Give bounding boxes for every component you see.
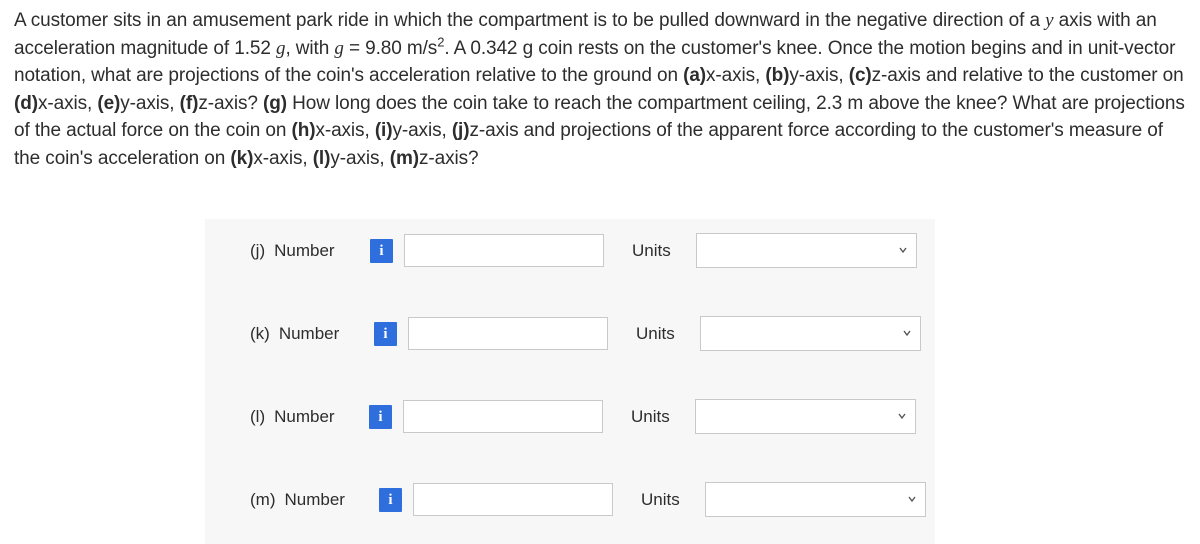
part-marker: (i) [374,120,393,141]
question-segment: x-axis, [253,147,313,169]
info-button[interactable] [379,488,402,512]
number-label: Number [278,324,340,343]
question-segment: How long does the coin take to reach the compartment ceiling, 2.3 m above the knee? What are projections of the actual force on the coin on [14,92,1185,141]
part-marker: (e) [97,92,121,114]
question-segment: y-axis, [392,120,452,141]
question-segment: y-axis, [120,92,180,114]
info-icon: i [388,491,393,508]
question-segment: y-axis, [330,147,390,169]
part-marker: (a) [683,65,707,86]
part-marker: (h) [291,120,316,141]
units-label: Units [632,241,671,260]
question-segment: x-axis, [706,65,766,86]
question-segment: A customer sits in an amusement park ride in which the compartment is to be pulled downward in the negative direction of a [14,10,1046,31]
info-button[interactable] [369,405,392,429]
question-segment: z-axis? [198,92,263,114]
question-segment: x-axis, [37,92,98,114]
question-var: g [334,37,344,59]
question-segment: axis with an acceleration magnitude of 1.52 [14,10,1157,59]
answer-row-k [250,314,339,354]
number-input-k[interactable] [408,317,608,350]
part-marker: (l) [312,147,331,169]
question-segment: . A 0.342 g coin rests on the customer's knee. Once the motion begins and in unit-vector notation, what are projections of the coin's acceleration relative to the ground on [14,37,1176,86]
part-label: (j) [250,241,266,260]
question-segment: y-axis, [789,65,849,86]
answer-row-m [250,480,345,520]
question-segment: z-axis? [418,147,479,169]
number-input-j[interactable] [404,234,604,267]
info-button[interactable] [370,239,393,263]
chevron-down-icon [897,411,907,421]
info-button[interactable] [374,322,397,346]
number-label: Number [274,407,335,426]
number-label: Number [274,241,335,260]
part-label: (l) [250,407,266,426]
part-label: (m) [250,490,276,509]
answer-row-l [250,397,335,437]
number-label: Number [284,490,345,509]
number-input-l[interactable] [403,400,603,433]
question-segment: = 9.80 m/s [343,37,438,59]
units-select-j[interactable] [696,233,917,268]
part-marker: (j) [451,120,470,141]
question-segment: z-axis and relative to the customer on [871,65,1184,86]
chevron-down-icon [902,328,912,338]
question-text [14,7,1194,172]
question-superscript: 2 [437,34,445,50]
info-icon: i [383,325,388,342]
chevron-down-icon [898,245,908,255]
units-label: Units [641,490,680,509]
question-segment: x-axis, [315,120,375,141]
units-select-k[interactable] [700,316,921,351]
answer-row-j [250,231,335,271]
question-var: g [276,37,286,59]
units-label: Units [636,324,675,343]
part-marker: (g) [263,92,287,114]
info-icon: i [378,408,383,425]
part-marker: (f) [179,92,199,114]
part-marker: (k) [230,147,254,169]
question-segment: , with [285,37,335,59]
part-marker: (c) [848,65,872,86]
question-var: y [1045,10,1054,31]
units-select-l[interactable] [695,399,916,434]
chevron-down-icon [907,494,917,504]
answer-panel [205,219,935,544]
question-segment: z-axis and projections of the apparent force according to the customer's measure of the coin's acceleration on [14,120,1163,169]
part-label: (k) [250,324,270,343]
part-marker: (b) [765,65,790,86]
part-marker: (d) [14,92,38,114]
info-icon: i [379,242,384,259]
units-label: Units [631,407,670,426]
part-marker: (m) [389,147,419,169]
number-input-m[interactable] [413,483,613,516]
units-select-m[interactable] [705,482,926,517]
